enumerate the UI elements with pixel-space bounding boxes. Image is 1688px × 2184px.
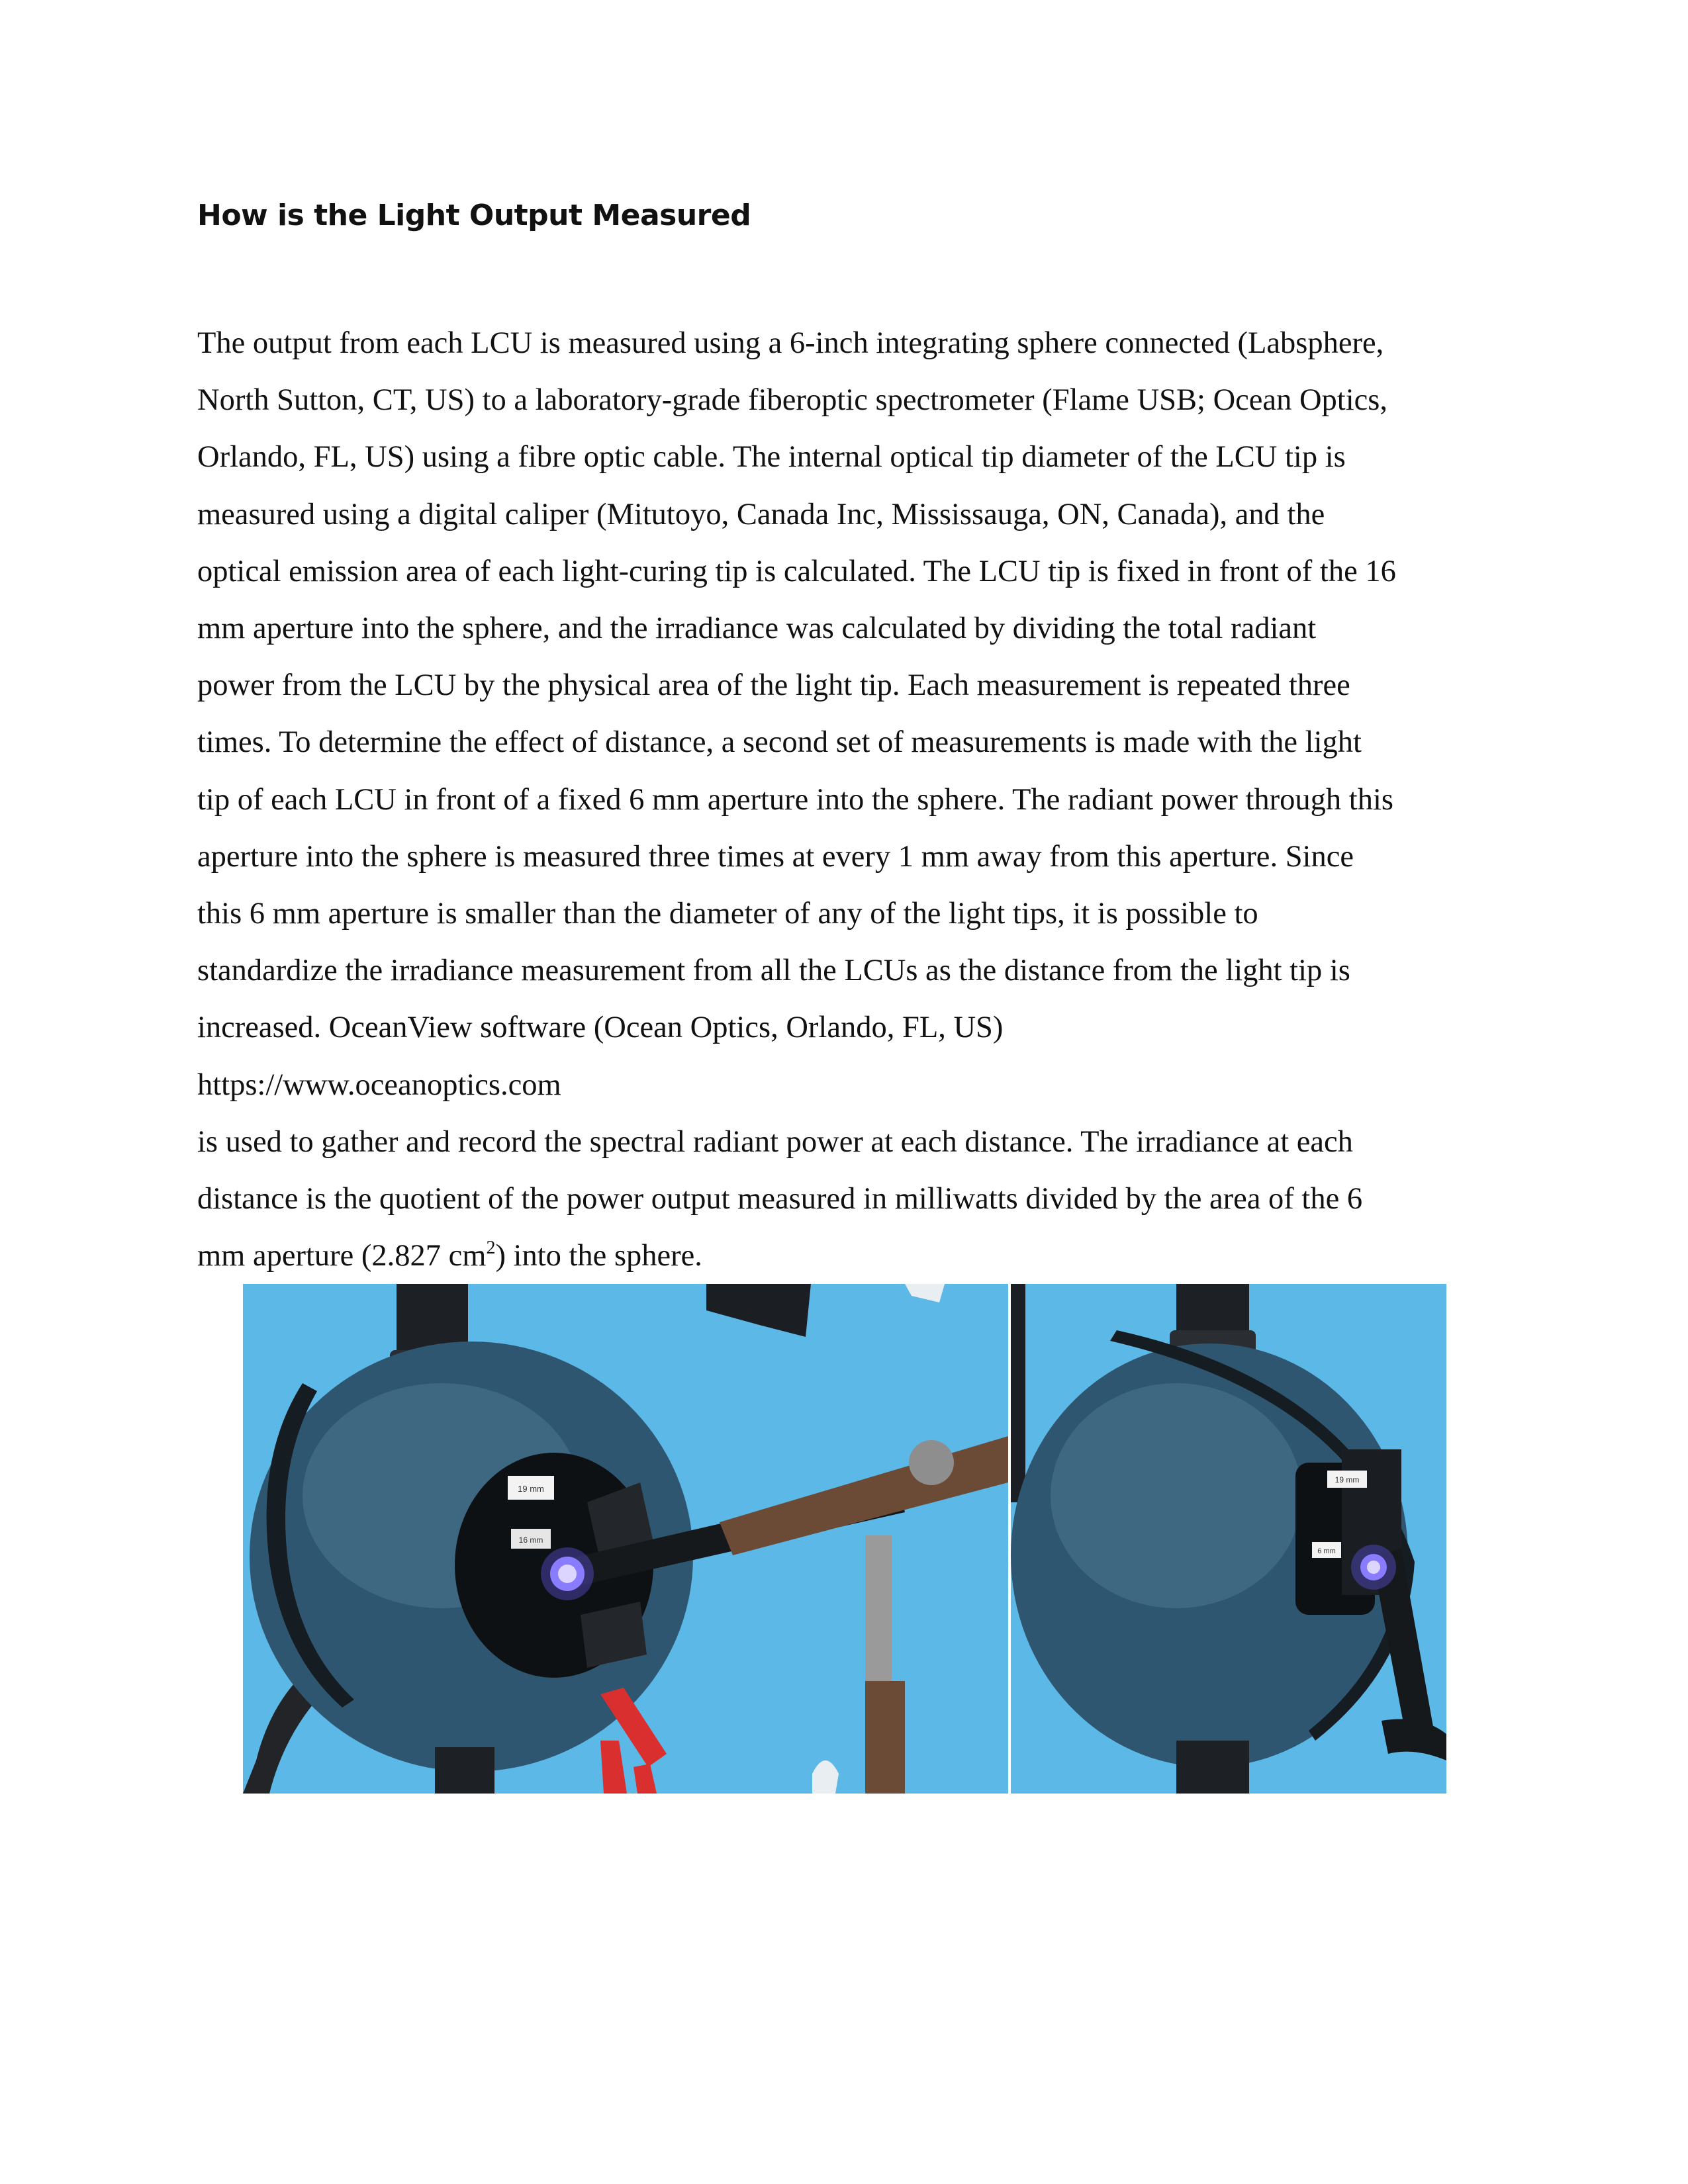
- photo-figure: [243, 1284, 1446, 1794]
- last-line-end: ) into the sphere.: [495, 1239, 702, 1273]
- body-line: measured using a digital caliper (Mitutoyo, Canada Inc, Mississauga, ON, Canada), and the: [197, 497, 1325, 531]
- body-line: aperture into the sphere is measured three times at every 1 mm away from this aperture. Since: [197, 839, 1354, 874]
- photo-sphere-6mm-aperture: [1011, 1284, 1446, 1794]
- sphere-6mm-illustration: [1011, 1284, 1446, 1794]
- section-heading: How is the Light Output Measured: [197, 199, 751, 232]
- label-text-16mm: 16 mm: [518, 1535, 543, 1545]
- squared-superscript: 2: [486, 1238, 496, 1259]
- body-line: this 6 mm aperture is smaller than the diameter of any of the light tips, it is possible to: [197, 897, 1258, 931]
- photo-sphere-16mm-aperture: [243, 1284, 1008, 1794]
- body-line: increased. OceanView software (Ocean Optics, Orlando, FL, US): [197, 1011, 1004, 1045]
- label-text-19mm: 19 mm: [1335, 1475, 1360, 1484]
- label-text-19mm: 19 mm: [518, 1484, 544, 1494]
- label-text-6mm: 6 mm: [1317, 1547, 1336, 1555]
- clamp-knob: [909, 1440, 954, 1485]
- body-line: distance is the quotient of the power output measured in milliwatts divided by the area of the 6: [197, 1182, 1363, 1216]
- body-line: power from the LCU by the physical area of the light tip. Each measurement is repeated three: [197, 668, 1350, 703]
- sphere-bottom-stand: [435, 1747, 494, 1794]
- sphere-highlight: [1051, 1383, 1302, 1608]
- body-line: optical emission area of each light-curing tip is calculated. The LCU tip is fixed in front of the 16: [197, 554, 1396, 588]
- sphere-with-lcu-illustration: [243, 1284, 1008, 1794]
- sphere-bottom-stand: [1176, 1741, 1249, 1794]
- body-line: Orlando, FL, US) using a fibre optic cable. The internal optical tip diameter of the LCU tip is: [197, 440, 1346, 475]
- body-line: North Sutton, CT, US) to a laboratory-grade fiberoptic spectrometer (Flame USB; Ocean Optics,: [197, 383, 1387, 418]
- sphere-top-mount: [1176, 1284, 1249, 1337]
- body-line: mm aperture into the sphere, and the irradiance was calculated by dividing the total radiant: [197, 612, 1317, 646]
- light-tip-center: [1367, 1561, 1380, 1574]
- body-line-last: [197, 1228, 1515, 1285]
- url-line: https://www.oceanoptics.com: [197, 1068, 561, 1102]
- body-line: standardize the irradiance measurement from all the LCUs as the distance from the light tip is: [197, 954, 1350, 988]
- clamp-base: [865, 1681, 905, 1794]
- body-paragraph: [197, 315, 1515, 1285]
- last-line-start: mm aperture (2.827 cm: [197, 1239, 487, 1273]
- body-line: The output from each LCU is measured using a 6-inch integrating sphere connected (Labsphere,: [197, 326, 1384, 360]
- cable: [1011, 1284, 1025, 1502]
- body-line: is used to gather and record the spectral radiant power at each distance. The irradiance at each: [197, 1124, 1353, 1159]
- body-line: times. To determine the effect of distance, a second set of measurements is made with the light: [197, 725, 1362, 760]
- body-line: tip of each LCU in front of a fixed 6 mm aperture into the sphere. The radiant power through this: [197, 782, 1393, 817]
- light-tip-center: [558, 1565, 577, 1583]
